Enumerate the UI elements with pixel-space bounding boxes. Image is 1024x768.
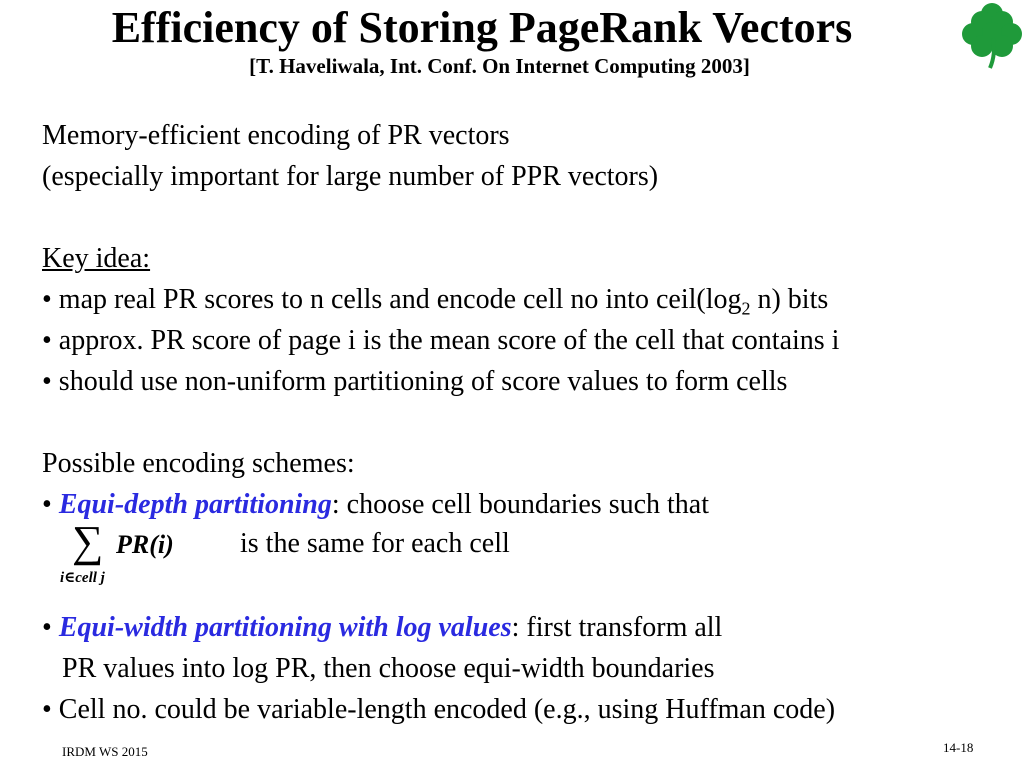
body-line-2: (especially important for large number of PPR vectors) xyxy=(42,161,659,192)
scheme-2: • Equi-width partitioning with log values: first transform all xyxy=(42,612,723,643)
scheme-2-name: Equi-width partitioning with log values xyxy=(58,612,512,643)
slide-subtitle: [T. Haveliwala, Int. Conf. On Internet Computing 2003] xyxy=(249,54,750,78)
sum-symbol: ∑ xyxy=(72,517,104,566)
slide-title: Efficiency of Storing PageRank Vectors xyxy=(111,3,853,52)
scheme-1: • Equi-depth partitioning: choose cell boundaries such that xyxy=(42,489,710,520)
clover-icon xyxy=(960,0,1024,77)
scheme-2-line-2: PR values into log PR, then choose equi-width boundaries xyxy=(62,653,715,684)
formula-index: i∈cell j xyxy=(60,570,105,586)
key-bullet-1: • map real PR scores to n cells and encode cell no into $ceil(\log_2$ n) bits xyxy=(42,284,829,319)
body-line-1: Memory-efficient encoding of PR vectors xyxy=(42,120,510,151)
footer-course: IRDM WS 2015 xyxy=(62,744,148,759)
formula-body: PR(i) xyxy=(116,530,174,559)
scheme-3: • Cell no. could be variable-length encoded (e.g., using Huffman code) xyxy=(42,694,836,725)
key-idea-heading: Key idea: xyxy=(42,243,151,274)
scheme-1-name: Equi-depth partitioning xyxy=(58,489,332,520)
key-bullet-2: • approx. PR score of page i is the mean score of the cell that contains i xyxy=(42,325,840,356)
formula-text: is the same for each cell xyxy=(240,528,510,559)
page-number: 14-18 xyxy=(943,740,974,755)
key-bullet-3: • should use non-uniform partitioning of score values to form cells xyxy=(42,366,788,397)
schemes-heading: Possible encoding schemes: xyxy=(42,448,355,479)
